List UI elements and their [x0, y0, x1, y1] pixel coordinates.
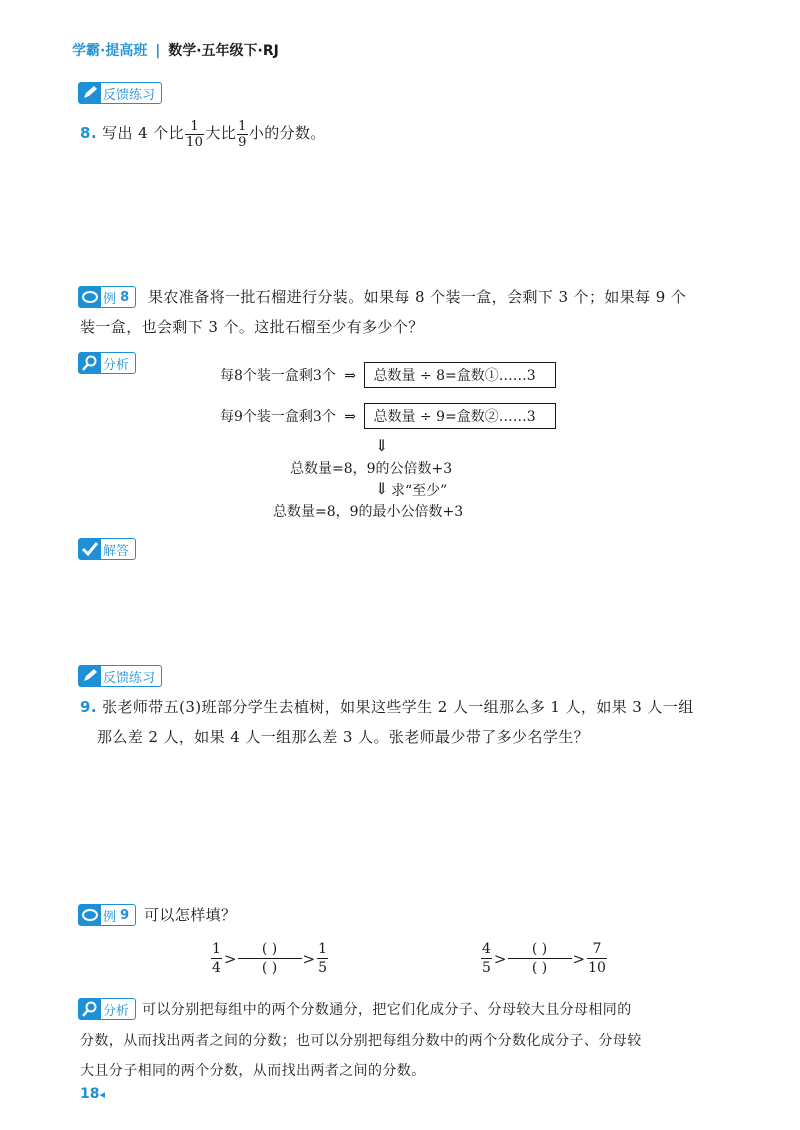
flow-row1-box: 总数量 ÷ 8=盒数①……3: [364, 362, 556, 388]
question-8: [80, 118, 326, 150]
blank-fraction[interactable]: ( ) ( ): [508, 940, 572, 977]
magnifier-icon: [79, 999, 101, 1019]
example-tag: [78, 286, 136, 308]
inequality-1: $\frac{1}{4}$ > ( ) ( ) > $\frac{1}{5}$: [212, 941, 327, 976]
paperclip-icon: [79, 287, 101, 307]
down-arrow-icon: ⇓: [375, 479, 389, 498]
pencil-icon: [79, 666, 101, 686]
down-arrow-icon: ⇓: [375, 436, 389, 455]
flow-row-1: [220, 362, 556, 388]
example-8-line1: 果农准备将一批石榴进行分装。如果每 8 个装一盒，会剩下 3 个；如果每 9 个: [148, 288, 687, 306]
analysis-label: 分析: [103, 1003, 130, 1019]
subject-title: 数学·五年级下·RJ: [168, 43, 279, 59]
analysis-tag: [78, 998, 136, 1020]
example-number: 8: [120, 289, 130, 305]
fraction: $\frac{1}{10}$: [186, 118, 204, 150]
flow-row2-box: 总数量 ÷ 9=盒数②……3: [364, 403, 556, 429]
analysis-tag: [78, 352, 136, 374]
example-tag: [78, 904, 136, 926]
magnifier-icon: [79, 353, 101, 373]
analysis-9-line1: 可以分别把每组中的两个分数通分，把它们化成分子、分母较大且分母相同的: [142, 1002, 632, 1018]
example-9-text: 可以怎样填？: [144, 906, 237, 924]
fraction: $\frac{4}{5}$: [482, 941, 491, 976]
brand-title: 学霸·提高班: [72, 43, 148, 59]
feedback-label: 反馈练习: [103, 670, 156, 686]
answer-label: 解答: [103, 543, 130, 559]
answer-tag: [78, 538, 136, 560]
checkmark-icon: [79, 539, 101, 559]
q8-text-post: 小的分数。: [248, 124, 326, 142]
fraction: $\frac{1}{5}$: [318, 941, 327, 976]
header-separator: |: [155, 43, 161, 59]
right-arrow-icon: ⇒: [344, 368, 357, 384]
flow-least-common-multiple: 总数量=8，9的最小公倍数+3: [273, 504, 464, 520]
analysis-label: 分析: [103, 357, 130, 373]
inequality-2: $\frac{4}{5}$ > ( ) ( ) > $\frac{7}{10}$: [482, 941, 606, 976]
example-word: 例: [103, 909, 117, 925]
feedback-tag: [78, 82, 162, 104]
flow-common-multiple: 总数量=8，9的公倍数+3: [290, 461, 453, 477]
fraction: $\frac{1}{4}$: [212, 941, 221, 976]
flow-seek-least: 求“至少”: [391, 483, 448, 499]
blank-fraction[interactable]: ( ) ( ): [238, 940, 302, 977]
question-number: 9.: [80, 698, 97, 716]
flow-row-2: [220, 403, 556, 429]
example-8-line2: 装一盒，也会剩下 3 个。这批石榴至少有多少个？: [80, 318, 424, 336]
feedback-tag: [78, 665, 162, 687]
q9-text-1: 张老师带五(3)班部分学生去植树，如果这些学生 2 人一组那么多 1 人，如果 3 人一组: [102, 698, 694, 716]
fraction: $\frac{1}{9}$: [238, 118, 247, 150]
question-9-line1: [80, 692, 694, 722]
paperclip-icon: [79, 905, 101, 925]
question-9-line2: 那么差 2 人，如果 4 人一组那么差 3 人。张老师最少带了多少名学生？: [97, 728, 590, 746]
question-number: 8.: [80, 124, 97, 142]
flow-row2-left: 每9个装一盒剩3个: [220, 409, 336, 425]
feedback-label: 反馈练习: [103, 87, 156, 103]
example-number: 9: [120, 907, 130, 923]
analysis-9-line2: 分数，从而找出两者之间的分数；也可以分别把每组分数中的两个分数化成分子、分母较: [80, 1033, 642, 1049]
pencil-icon: [79, 83, 101, 103]
q8-text-mid: 大比: [205, 124, 237, 142]
right-arrow-icon: ⇒: [344, 409, 357, 425]
example-word: 例: [103, 291, 117, 307]
flow-row1-left: 每8个装一盒剩3个: [220, 368, 336, 384]
page-header: [72, 40, 279, 60]
q8-text-pre: 写出 4 个比: [102, 124, 184, 142]
fraction: $\frac{7}{10}$: [588, 941, 606, 976]
analysis-9-line3: 大且分子相同的两个分数，从而找出两者之间的分数。: [80, 1063, 426, 1079]
page-number: 18◂: [80, 1086, 106, 1102]
